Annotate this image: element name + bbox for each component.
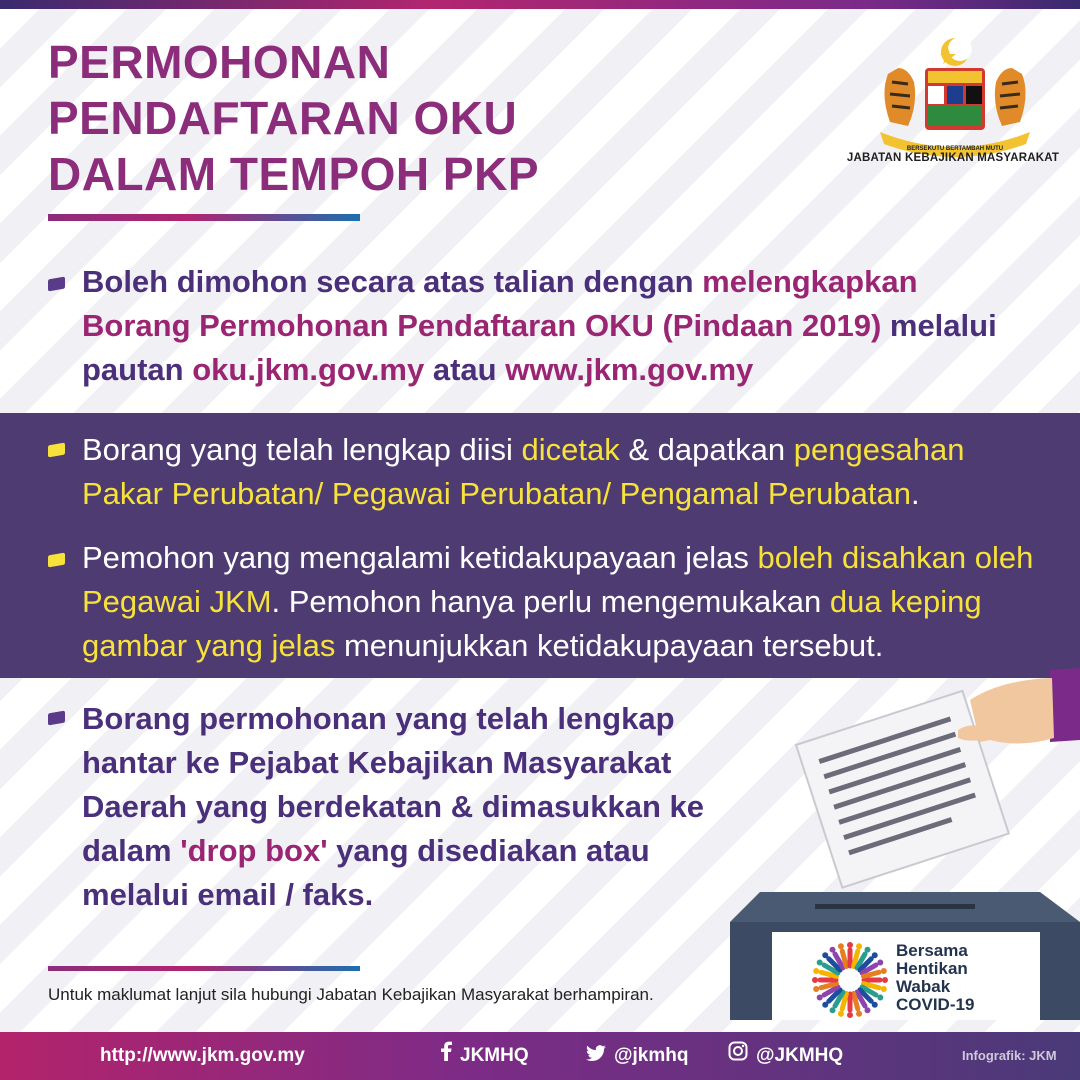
footnote-text: Untuk maklumat lanjut sila hubungi Jabatan Kebajikan Masyarakat berhampiran. <box>48 985 654 1004</box>
bullet-4-text <box>82 697 722 917</box>
bullet-1-segment: Boleh dimohon secara atas talian dengan <box>82 264 703 299</box>
svg-text:BERSEKUTU BERTAMBAH MUTU: BERSEKUTU BERTAMBAH MUTU <box>906 146 1004 152</box>
bullet-3-segment: menunjukkan ketidakupayaan tersebut. <box>335 628 884 663</box>
bullet-1-segment: oku.jkm.gov.my <box>192 352 425 387</box>
bullet-2-segment: Borang yang telah lengkap diisi <box>82 432 522 467</box>
bullet-3-segment: Pemohon yang mengalami ketidakupayaan jelas <box>82 540 758 575</box>
instagram-handle: @JKMHQ <box>756 1045 844 1067</box>
bullet-4-segment: 'drop box' <box>180 833 328 868</box>
infographic-credit: Infografik: JKM <box>962 1048 1057 1063</box>
footer-bar <box>0 1032 1080 1080</box>
bullet-2-segment: . <box>910 476 920 511</box>
campaign-line-3: Wabak <box>896 977 951 996</box>
twitter-handle: @jkmhq <box>614 1045 689 1067</box>
bullet-2-segment: & dapatkan <box>619 432 794 467</box>
malaysia-coat-of-arms-logo <box>870 34 1040 164</box>
bullet-1-segment: melengkapkan Borang Permohonan Pendaftaran OKU (Pindaan 2019) <box>82 264 918 343</box>
footer-twitter[interactable] <box>586 1032 688 1080</box>
bullet-3-text <box>82 536 1042 668</box>
bullet-2-segment: dicetak <box>521 432 620 467</box>
campaign-line-1: Bersama <box>896 941 968 960</box>
bullet-3-segment: boleh disahkan oleh Pegawai JKM <box>82 540 1034 619</box>
bullet-1-text <box>82 260 1032 392</box>
facebook-icon <box>440 1032 452 1080</box>
instagram-icon <box>728 1032 748 1080</box>
department-name: JABATAN KEBAJIKAN MASYARAKAT <box>846 152 1060 164</box>
bullet-4-segment: yang disediakan atau melalui email / faks. <box>82 833 650 912</box>
twitter-icon <box>586 1032 606 1080</box>
bullet-1-segment: www.jkm.gov.my <box>505 352 754 387</box>
footer-instagram[interactable] <box>728 1032 843 1080</box>
title-line-3: DALAM TEMPOH PKP <box>48 148 539 200</box>
title-underline <box>48 214 360 221</box>
facebook-handle: JKMHQ <box>460 1045 529 1067</box>
covid-campaign-logo <box>810 940 890 1020</box>
title-line-1: PERMOHONAN <box>48 36 391 88</box>
bullet-1-segment: atau <box>424 352 506 387</box>
bullet-3-segment: . Pemohon hanya perlu mengemukakan <box>271 584 830 619</box>
top-gradient-bar <box>0 0 1080 9</box>
title-line-2: PENDAFTARAN OKU <box>48 92 518 144</box>
bullet-3-segment: dua keping gambar yang jelas <box>82 584 982 663</box>
bullet-4-segment: Borang permohonan yang telah lengkap hantar ke Pejabat Kebajikan Masyarakat Daerah yang berdekatan & dimasukkan ke dalam <box>82 701 704 868</box>
campaign-text <box>896 942 974 1014</box>
bullet-2-segment: pengesahan Pakar Perubatan/ Pegawai Perubatan/ Pengamal Perubatan <box>82 432 965 511</box>
campaign-line-2: Hentikan <box>896 959 968 978</box>
campaign-line-4: COVID-19 <box>896 995 975 1014</box>
bullet-1-segment: melalui pautan <box>82 308 997 387</box>
footer-website-link[interactable]: http://www.jkm.gov.my <box>100 1045 305 1066</box>
page-title <box>48 34 748 202</box>
footnote-rule <box>48 966 360 971</box>
footer-facebook[interactable] <box>440 1032 529 1080</box>
bullet-2-text <box>82 428 1042 516</box>
